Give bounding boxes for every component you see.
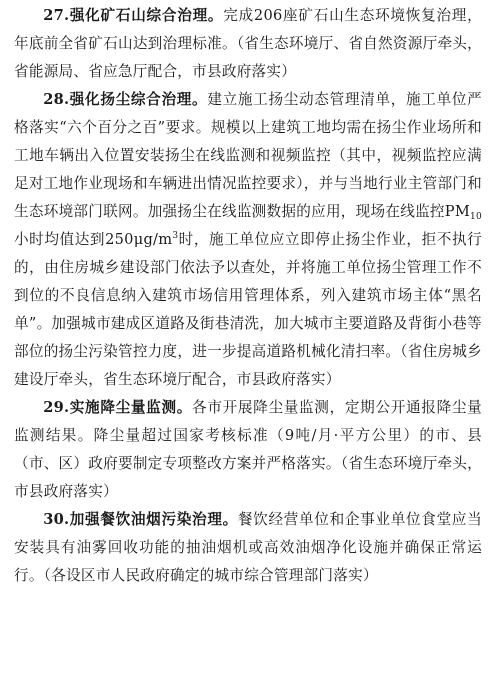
item-number: 27.: [43, 7, 70, 24]
item-number: 29.: [43, 399, 70, 416]
item-body: 餐饮经营单位和企事业单位食堂应当安装具有油雾回收功能的抽油烟机或高效油烟净化设施并确保正常运行。（各设区市人民政府确定的城市综合管理部门落实）: [14, 511, 482, 584]
item-heading: 强化扬尘综合治理。: [69, 91, 208, 108]
paragraph-27: [14, 2, 482, 86]
unit-superscript: 3: [172, 231, 179, 241]
item-body-part-c: 时，施工单位应立即停止扬尘作业，拒不执行的，由住房城乡建设部门依法予以查处，并将施工单位扬尘管理工作不到位的不良信息纳入建筑市场信用管理体系，列入建筑市场主体“黑名单”。加强城市建成区道路及街巷清洗，加大城市主要道路及背街小巷等部位的扬尘污染管控力度，进一步提高道路机械化清扫率。（省住房城乡建设厅牵头，省生态环境厅配合，市县政府落实）: [14, 231, 483, 388]
paragraph-29: [14, 394, 482, 506]
paragraph-28: [14, 86, 482, 394]
item-number: 28.: [43, 91, 70, 108]
item-body: 完成206座矿石山生态环境恢复治理，年底前全省矿石山达到治理标准。（省生态环境厅、省自然资源厅牵头，省能源局、省应急厅配合，市县政府落实）: [14, 7, 482, 80]
item-heading: 强化矿石山综合治理。: [69, 7, 224, 24]
pm-subscript: 10: [470, 212, 482, 222]
item-number: 30.: [43, 511, 70, 528]
item-body-part-b: 小时均值达到250μg/m: [14, 231, 173, 248]
item-heading: 实施降尘量监测。: [69, 399, 193, 416]
item-body: 各市开展降尘量监测，定期公开通报降尘量监测结果。降尘量超过国家考核标准（9吨/月·平方公里）的市、县（市、区）政府要制定专项整改方案并严格落实。（省生态环境厅牵头，市县政府落实）: [14, 399, 482, 500]
paragraph-30: [14, 506, 482, 590]
item-heading: 加强餐饮油烟污染治理。: [69, 511, 238, 528]
item-body-part-a: 建立施工扬尘动态管理清单，施工单位严格落实“六个百分之百”要求。规模以上建筑工地均需在扬尘作业场所和工地车辆出入位置安装扬尘在线监测和视频监控（其中，视频监控应满足对工地作业现场和车辆进出情况监控要求），并与当地行业主管部门和生态环境部门联网。加强扬尘在线监测数据的应用，现场在线监控PM: [14, 91, 482, 220]
